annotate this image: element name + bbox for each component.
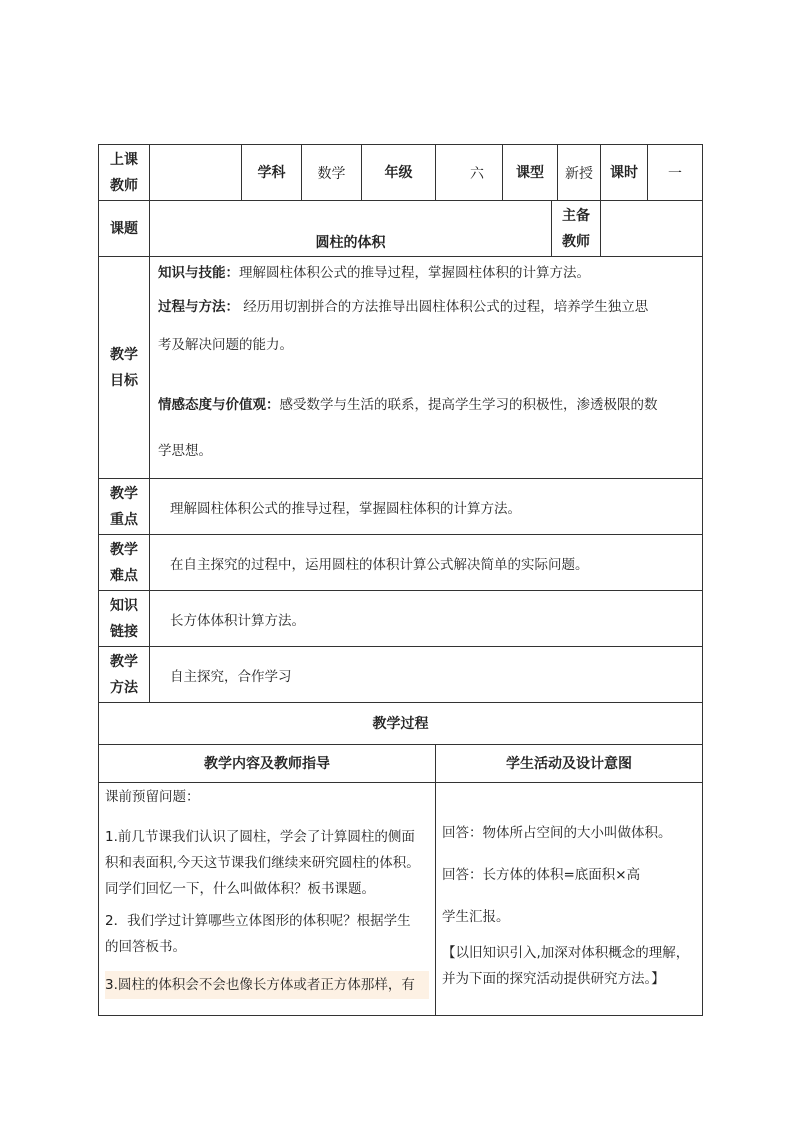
type-label: 课型	[503, 145, 558, 201]
process-content-row	[99, 783, 703, 1016]
key-points-label: 教学 重点	[99, 479, 150, 535]
difficulties-row	[99, 535, 703, 591]
knowledge-text: 理解圆柱体积公式的推导过程，掌握圆柱体积的计算方法。	[239, 265, 590, 281]
left-line: 的回答板书。	[105, 939, 186, 955]
difficulties-value: 在自主探究的过程中，运用圆柱的体积计算公式解决简单的实际问题。	[150, 535, 703, 591]
lesson-plan-table	[98, 144, 703, 1016]
method-row	[99, 647, 703, 703]
left-line: 积和表面积,今天这节课我们继续来研究圆柱的体积。	[105, 855, 420, 871]
right-line: 并为下面的探究活动提供研究方法。】	[442, 971, 665, 987]
process-title-row	[99, 703, 703, 745]
emotion-text-1: 感受数学与生活的联系，提高学生学习的积极性，渗透极限的数	[279, 397, 658, 413]
process-right-content	[436, 783, 703, 1016]
type-value: 新授	[558, 145, 601, 201]
key-points-row	[99, 479, 703, 535]
right-line: 【以旧知识引入,加深对体积概念的理解，	[442, 945, 690, 961]
right-line: 回答：长方体的体积=底面积×高	[442, 867, 641, 883]
left-line: 2．我们学过计算哪些立体图形的体积呢？根据学生	[105, 913, 411, 929]
emotion-text-2: 学思想。	[158, 443, 212, 459]
topic-value: 圆柱的体积	[150, 201, 552, 257]
left-line: 课前预留问题：	[105, 789, 200, 805]
grade-value: 六	[436, 145, 503, 201]
knowledge-title: 知识与技能：	[158, 265, 239, 281]
process-header-row	[99, 745, 703, 783]
process-left-content	[99, 783, 436, 1016]
process-title: 教学过程	[99, 703, 703, 745]
subject-value: 数学	[302, 145, 362, 201]
goals-label: 教学 目标	[99, 257, 150, 479]
process-title: 过程与方法：	[158, 299, 239, 315]
goals-content	[150, 257, 703, 479]
difficulties-label: 教学 难点	[99, 535, 150, 591]
method-label: 教学 方法	[99, 647, 150, 703]
subject-label: 学科	[242, 145, 302, 201]
left-line: 同学们回忆一下，什么叫做体积？板书课题。	[105, 881, 375, 897]
left-line: 1.前几节课我们认识了圆柱，学会了计算圆柱的侧面	[105, 829, 415, 845]
process-text-2: 考及解决问题的能力。	[158, 337, 293, 353]
grade-label: 年级	[362, 145, 436, 201]
left-line: 3.圆柱的体积会不会也像长方体或者正方体那样，有	[105, 971, 429, 999]
teacher-label: 上课 教师	[99, 145, 150, 201]
process-col-left-header: 教学内容及教师指导	[99, 745, 436, 783]
main-teacher-value	[601, 201, 703, 257]
main-teacher-label: 主备 教师	[552, 201, 601, 257]
method-value: 自主探究，合作学习	[150, 647, 703, 703]
emotion-title: 情感态度与价值观：	[158, 397, 280, 413]
period-value: 一	[648, 145, 703, 201]
link-row	[99, 591, 703, 647]
process-col-right-header: 学生活动及设计意图	[436, 745, 703, 783]
lesson-plan-page	[98, 144, 702, 1016]
goals-row	[99, 257, 703, 479]
key-points-value: 理解圆柱体积公式的推导过程，掌握圆柱体积的计算方法。	[150, 479, 703, 535]
period-label: 课时	[601, 145, 648, 201]
header-row	[99, 145, 703, 201]
right-line: 回答：物体所占空间的大小叫做体积。	[442, 825, 672, 841]
right-line: 学生汇报。	[442, 909, 510, 925]
link-label: 知识 链接	[99, 591, 150, 647]
process-text-1: 经历用切割拼合的方法推导出圆柱体积公式的过程，培养学生独立思	[239, 299, 649, 315]
topic-label: 课题	[99, 201, 150, 257]
teacher-value	[150, 145, 242, 201]
topic-row	[99, 201, 703, 257]
link-value: 长方体体积计算方法。	[150, 591, 703, 647]
